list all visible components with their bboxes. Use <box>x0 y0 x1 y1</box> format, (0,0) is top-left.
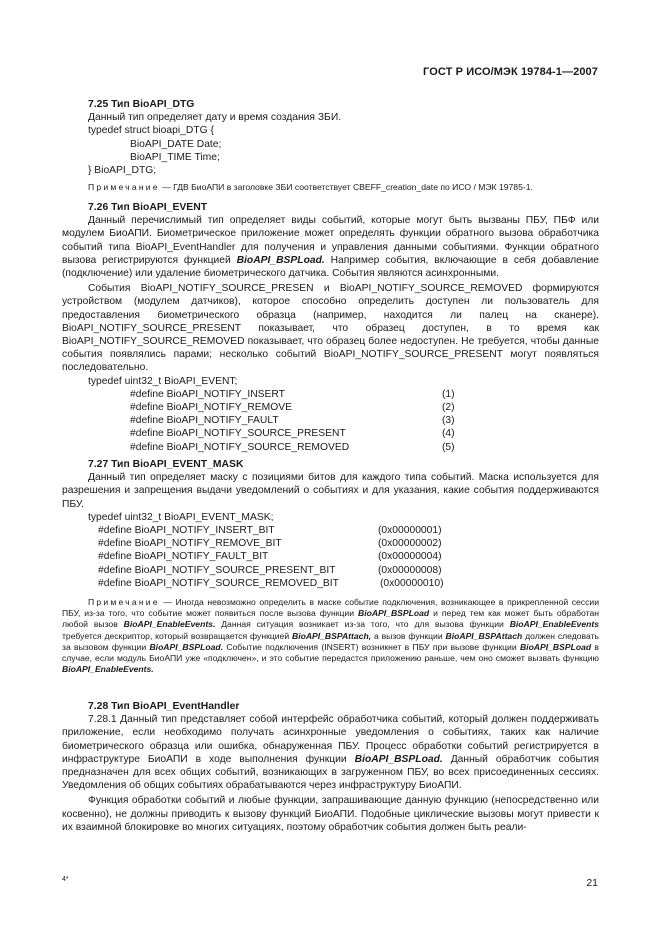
code-line: typedef uint32_t BioAPI_EVENT_MASK; <box>88 511 274 523</box>
text-run: — Иногда невозможно определить в маске событие подключения, возникающее в прикрепленной сессии ПБУ, из-за того, что событие может появиться после вызова функции <box>62 596 599 619</box>
section-title: 7.28 Тип BioAPI_EventHandler <box>88 701 240 712</box>
code-line: } BioAPI_DTG; <box>88 165 157 177</box>
define-row <box>62 401 599 414</box>
define-value: (4) <box>442 428 455 440</box>
define-row <box>62 550 599 563</box>
define-value: (0x00000008) <box>378 564 442 576</box>
define-name: #define BioAPI_NOTIFY_SOURCE_REMOVED <box>130 441 350 453</box>
define-row <box>62 427 599 440</box>
section-title: 7.27 Тип BioAPI_EVENT_MASK <box>88 459 244 470</box>
code-line: typedef struct bioapi_DTG { <box>88 125 214 137</box>
define-name: #define BioAPI_NOTIFY_INSERT <box>130 388 285 400</box>
text-run: 7.28.1 Данный тип представляет собой интерфейс обработчика событий, который должен поддерживать приложение, если необходимо получать асинхронные уведомления о событиях, таких как наличие биометрического образца или ошибка, обнаруженная ПБУ. Процесс обработки событий регистрируется в инфраструктуре БиоАПИ в ходе выполнения функции <box>62 714 599 765</box>
define-value: (2) <box>442 402 455 414</box>
function-name: BioAPI_BSPAttach, <box>291 630 372 641</box>
function-name: BioAPI_EnableEvents. <box>123 619 216 630</box>
section-7-28 <box>62 700 599 834</box>
code-line: typedef uint32_t BioAPI_EVENT; <box>88 375 238 387</box>
section-title: 7.25 Тип BioAPI_DTG <box>88 99 195 110</box>
text-run: Данная ситуация возникает из-за того, что для вызова функции <box>215 619 510 630</box>
function-name: BioAPI_BSPLoad. <box>236 254 325 266</box>
function-name: BioAPI_EnableEvents <box>509 619 599 630</box>
function-name: BioAPI_BSPLoad <box>519 641 592 652</box>
define-name: #define BioAPI_NOTIFY_SOURCE_PRESENT_BIT <box>98 564 336 576</box>
text-run: Данный обработчик события предназначен для всех общих событий, возникающих в загруженном ПБУ, во всех присоединенных сессиях. Уведомления об общих событиях обрабатываются через инфраструктуру БиоАПИ. <box>62 753 599 792</box>
define-name: #define BioAPI_NOTIFY_INSERT_BIT <box>98 525 275 537</box>
section-7-25 <box>62 98 599 193</box>
define-value: (0x00000010) <box>380 577 444 589</box>
code-line: BioAPI_DATE Date; <box>130 138 222 150</box>
paragraph <box>62 713 599 792</box>
function-name: BioAPI_BSPLoad. <box>354 753 443 765</box>
text-run: в случае, если модуль БиоАПИ уже «подключен», и это событие передастся приложению раньше, чем оно сможет вызвать функцию <box>62 641 599 663</box>
paragraph <box>62 214 599 280</box>
text-run: а вызов функции <box>371 630 446 641</box>
define-value: (0x00000002) <box>378 538 442 550</box>
function-name: BioAPI_BSPLoad <box>358 608 430 619</box>
page-number: 21 <box>586 877 598 889</box>
footer-mark: 4* <box>62 876 69 883</box>
note-label: Примечание <box>88 596 160 607</box>
note <box>62 597 599 675</box>
text-run: Данный перечислимый тип определяет виды событий, которые могут быть вызваны ПБУ, ПБФ или модулем БиоАПИ. Биометрическое приложение может определять функции обратного вызова обработчика событий типа BioAPI_EventHandler для получения и управления данными событиями. Функции обратного вызова регистрируются функцией <box>62 215 599 266</box>
text-run: должен следовать за вызовом функции <box>62 630 599 652</box>
define-name: #define BioAPI_NOTIFY_FAULT <box>130 415 279 427</box>
define-row <box>62 537 599 550</box>
define-row <box>62 388 599 401</box>
define-name: #define BioAPI_NOTIFY_REMOVE_BIT <box>98 538 282 550</box>
paragraph: Данный тип определяет дату и время создания ЗБИ. <box>88 112 342 124</box>
define-row <box>62 564 599 577</box>
define-name: #define BioAPI_NOTIFY_SOURCE_PRESENT <box>130 428 346 440</box>
define-list <box>62 388 599 454</box>
function-name: BioAPI_BSPAttach <box>445 630 523 641</box>
text-run: Например события, включающие в себя добавление (подключение) или удаление биометрического датчика. События являются асинхронными. <box>62 254 600 280</box>
define-value: (5) <box>442 441 455 453</box>
define-name: #define BioAPI_NOTIFY_FAULT_BIT <box>98 551 269 563</box>
define-row <box>62 577 599 590</box>
define-value: (1) <box>442 388 455 400</box>
note-text: — ГДВ БиоАПИ в заголовке ЗБИ соответствует CBEFF_creation_date по ИСО / МЭК 19785-1. <box>159 182 533 193</box>
define-value: (0x00000001) <box>378 525 442 537</box>
function-name: BioAPI_BSPLoad. <box>149 641 224 652</box>
section-7-26 <box>62 201 599 454</box>
define-name: #define BioAPI_NOTIFY_SOURCE_REMOVED_BIT <box>98 577 339 589</box>
section-title: 7.26 Тип BioAPI_EVENT <box>88 202 208 213</box>
note-label: Примечание <box>88 182 160 193</box>
function-name: BioAPI_EnableEvents. <box>62 664 154 675</box>
text-run: требуется дескриптор, который возвращается функцией <box>62 630 292 641</box>
define-name: #define BioAPI_NOTIFY_REMOVE <box>130 402 292 414</box>
define-row <box>62 524 599 537</box>
text-run: и перед тем как может быть обработан любой вызов <box>62 608 600 630</box>
define-value: (3) <box>442 415 455 427</box>
paragraph: События BioAPI_NOTIFY_SOURCE_PRESEN и BioAPI_NOTIFY_SOURCE_REMOVED формируются устройством (модулем датчиков), которое способно определить доступен ли пользователь для предоставления биометрического образца (например, находится ли палец на сканере). BioAPI_NOTIFY_SOURCE_PRESENT показывает, что образец доступен, в то время как BioAPI_NOTIFY_SOURCE_REMOVED показывает, что образец более недоступен. Не требуется, чтобы данные события появлялись парами; несколько событий BioAPI_NOTIFY_SOURCE_PRESENT могут появляться последовательно. <box>62 283 599 374</box>
section-7-27 <box>62 458 599 675</box>
paragraph: Функция обработки событий и любые функции, запрашивающие данную функцию (непосредственно или косвенно), не должны приводить к вызову функций БиоАПИ. Подобные циклические вызовы могут привести к их взаимной блокировке во многих ситуациях, поэтому обработчик события должен быть реали- <box>62 795 599 833</box>
code-line: BioAPI_TIME Time; <box>130 151 220 163</box>
define-row <box>62 441 599 454</box>
define-row <box>62 414 599 427</box>
text-run: Событие подключения (INSERT) возникнет в ПБУ при вызове функции <box>223 641 520 652</box>
paragraph: Данный тип определяет маску с позициями битов для каждого типа событий. Маска используется для разрешения и запрещения выдачи уведомлений о событиях и для указания, какие события поддерживаются ПБУ. <box>62 472 599 510</box>
define-value: (0x00000004) <box>378 551 442 563</box>
define-list <box>62 524 599 590</box>
note <box>62 182 599 193</box>
standard-header: ГОСТ Р ИСО/МЭК 19784-1—2007 <box>423 66 598 78</box>
